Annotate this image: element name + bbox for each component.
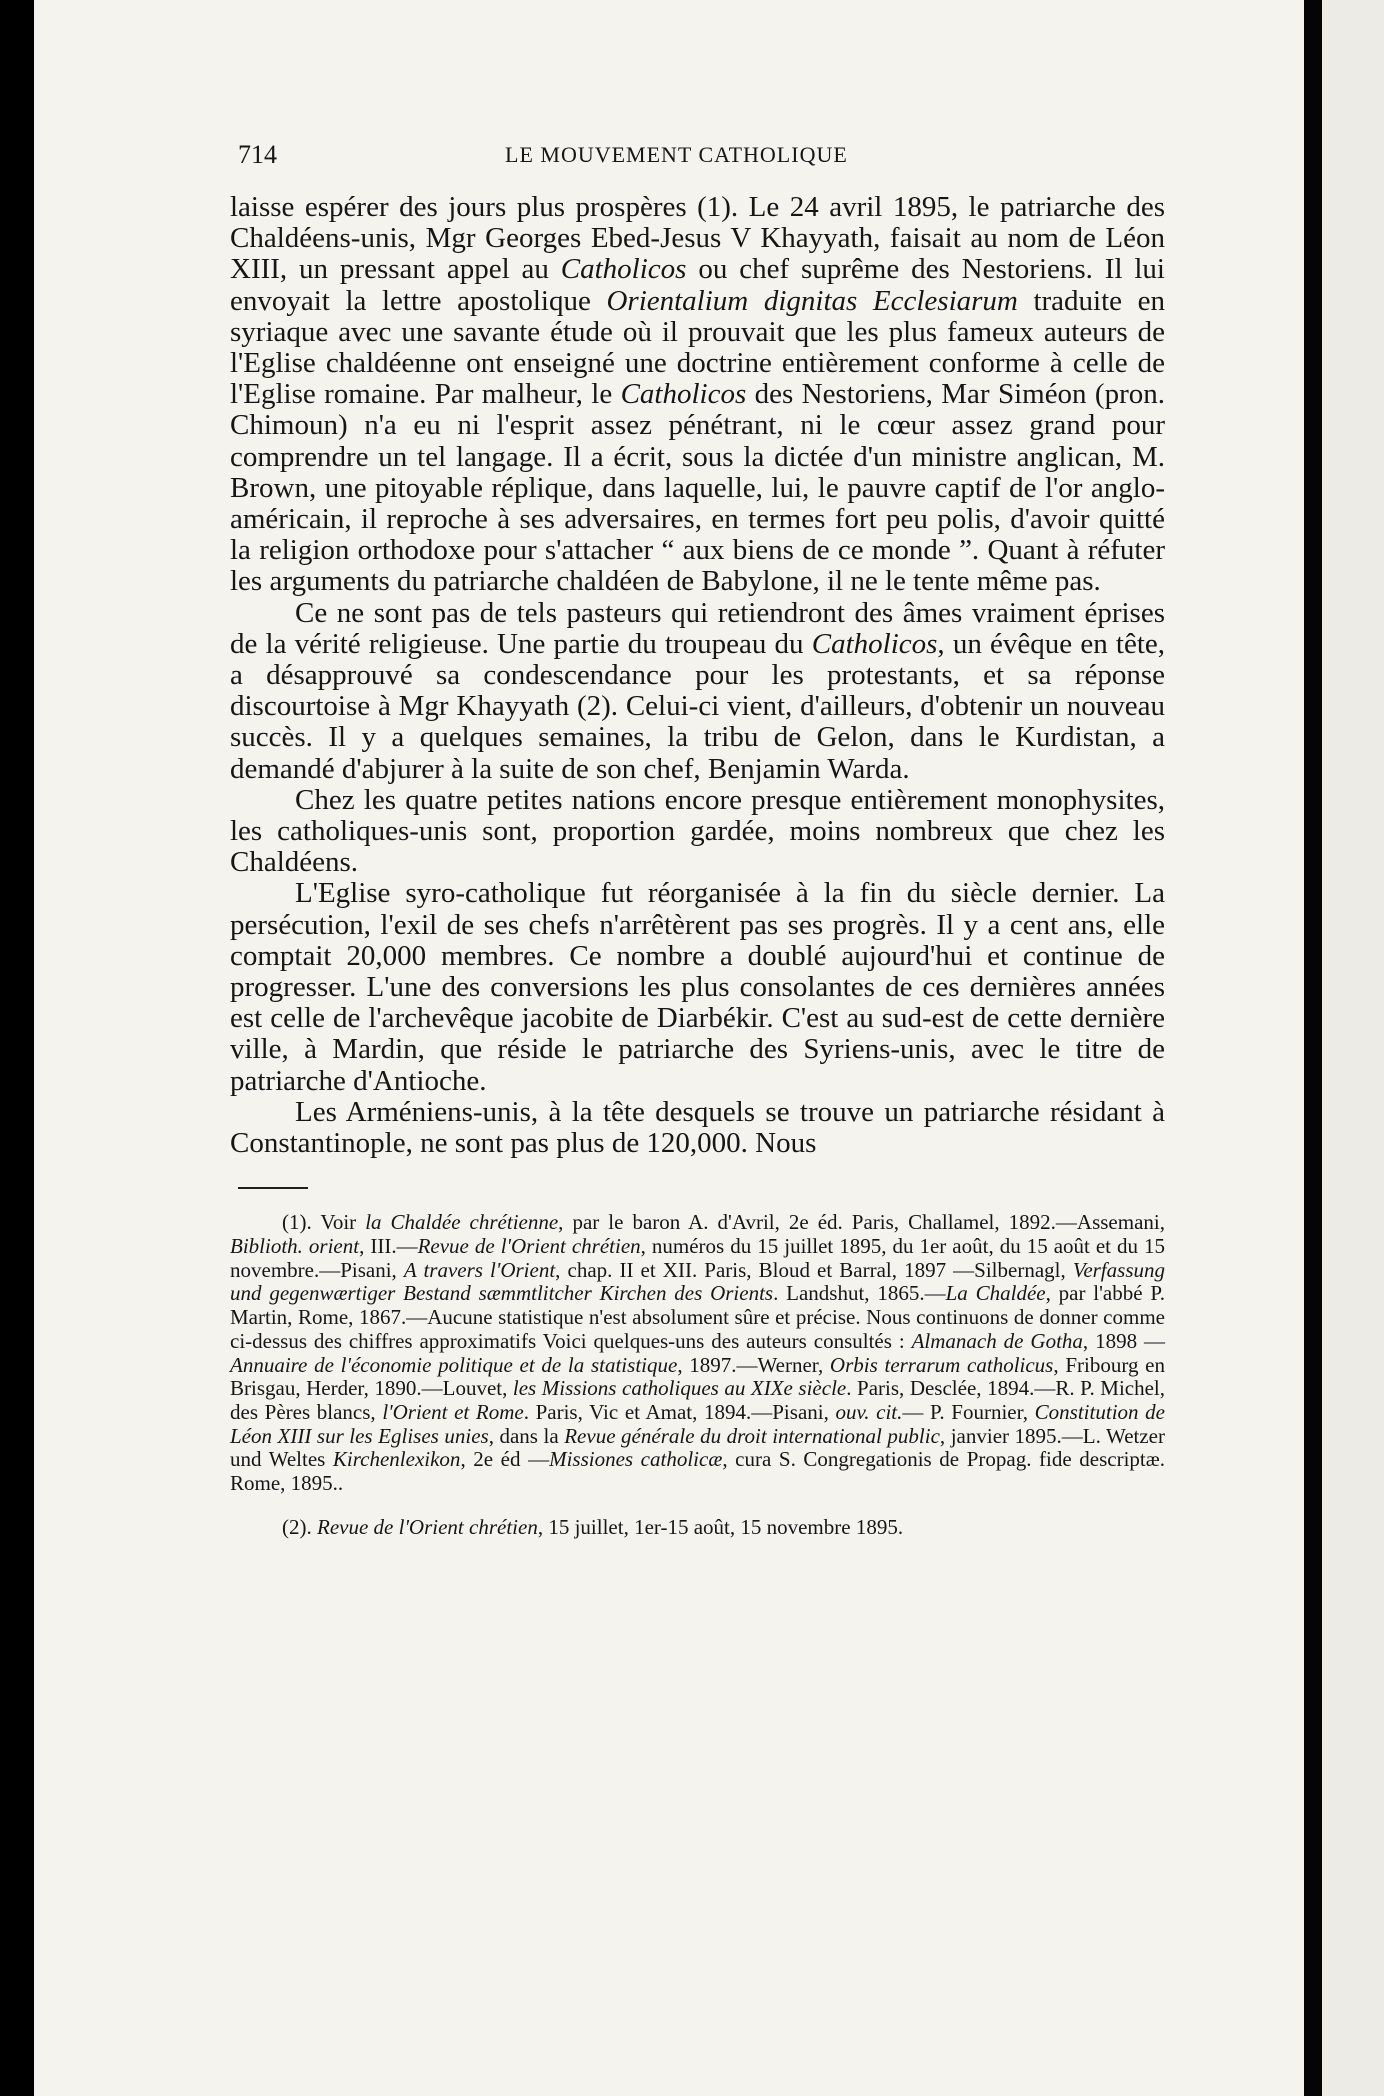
footnote-1-part-11: . Landshut, 1865.— [773,1281,946,1306]
paragraph-1-text-2: ou chef suprême des Nestoriens. Il lui envoyait la lettre apostolique [230,253,1165,317]
paragraph-4 [230,878,1165,1096]
footnote-1-part-24: ouv. cit. [835,1399,903,1424]
footnote-1-part-5: , III.— [359,1234,418,1258]
footnote-2 [230,1516,1165,1540]
paragraph-1 [230,192,1165,598]
paragraph-3 [230,785,1165,879]
footnote-divider [238,1187,308,1189]
footnotes [230,1211,1165,1539]
footnote-1-part-31: , 2e éd — [460,1447,550,1472]
footnote-1-part-32: Missiones catholicæ [549,1447,723,1472]
adjacent-page-strip [1322,0,1384,2096]
page-number: 714 [238,140,277,169]
footnote-1-part-19: , Fribourg en Brisgau, Herder, 1890.—Louvet, [230,1352,1165,1401]
footnote-1-part-10: Verfassung und gegenwærtiger Bestand sæmmtlitcher Kirchen des Orients [230,1257,1165,1306]
paragraph-3-text-1: Chez les quatre petites nations encore presque entièrement monophysites, les catholiques-unis sont, proportion gardée, moins nombreux que chez les Chaldéens. [230,783,1165,879]
footnote-1-part-6: Revue de l'Orient chrétien [417,1234,641,1258]
paragraph-2-text-2: , un évêque en tête, a désapprouvé sa condescendance pour les protestants, et sa réponse discourtoise à Mgr Khayyath (2). Celui-ci vient, d'ailleurs, d'obtenir un nouveau succès. Il y a quelques semaines, la tribu de Gelon, dans le Kurdistan, a demandé d'abjurer à la suite de son chef, Benjamin Warda. [230,627,1166,785]
footnote-1-part-1: (1). Voir [282,1210,366,1235]
footnote-1-part-20: les Missions catholiques au XIXe siècle [512,1376,847,1401]
paragraph-2-italic-1: Catholicos [811,627,938,660]
footnote-1-part-33: , cura S. Congregationis de Propag. fide descriptæ. Rome, 1895.. [230,1447,1166,1496]
paragraph-1-text-1: laisse espérer des jours plus prospères (1). Le 24 avril 1895, le patriarche des Chaldéens-unis, Mgr Georges Ebed-Jesus V Khayyath, faisait au nom de Léon XIII, un pressant appel au [230,191,1165,286]
footnote-1-part-8: A travers l'Orient [403,1257,556,1282]
page-gap [1304,0,1322,2096]
footnote-1-part-28: Revue générale du droit international public [564,1423,940,1448]
footnote-1-part-29: , janvier 1895.—L. Wetzer und Weltes [230,1423,1165,1472]
footnote-1-part-30: Kirchenlexikon [332,1447,461,1472]
footnote-1-part-3: , par le baron A. d'Avril, 2e éd. Paris, Challamel, 1892.—Assemani, [558,1210,1165,1235]
footnote-1-part-21: . Paris, Desclée, 1894.—R. P. Michel, des Pères blancs, [230,1376,1166,1424]
footnote-1-part-12: La Chaldée [945,1281,1046,1306]
paragraph-1-italic-3: Catholicos [620,378,747,411]
footnote-1-part-17: , 1897.—Werner, [677,1352,830,1377]
footnote-1-part-23: . Paris, Vic et Amat, 1894.—Pisani, [523,1399,836,1424]
footnote-2-part-1: (2). [282,1514,317,1539]
footnote-1-part-15: , 1898 — [1082,1328,1165,1353]
footnote-1-part-22: l'Orient et Rome [382,1399,524,1424]
footnote-1-part-14: Almanach de Gotha [911,1328,1083,1353]
footnote-1-part-4: Biblioth. orient [230,1234,360,1258]
paragraph-2 [230,598,1165,785]
footnote-1-part-26: Constitution de Léon XIII sur les Eglises unies [230,1399,1165,1448]
paragraph-4-text-1: L'Eglise syro-catholique fut réorganisée à la fin du siècle dernier. La persécution, l'exil de ses chefs n'arrêtèrent pas ses progrès. Il y a cent ans, elle comptait 20,000 membres. Ce nombre a doublé aujourd'hui et continue de progresser. L'une des conversions les plus consolantes de ces dernières années est celle de l'archevêque jacobite de Diarbékir. C'est au sud-est de cette dernière ville, à Mardin, que réside le patriarche des Syriens-unis, avec le titre de patriarche d'Antioche. [230,877,1165,1097]
page-header [230,138,1165,182]
footnote-1-part-25: — P. Fournier, [902,1399,1035,1424]
footnote-1 [230,1211,1165,1495]
footnote-1-part-2: la Chaldée chrétienne [365,1210,559,1235]
paragraph-1-italic-2: Orientalium dignitas Ecclesiarum [606,284,1018,317]
page-content [230,138,1165,1539]
footnote-1-part-18: Orbis terrarum catholicus [829,1352,1054,1377]
paragraph-1-text-3: traduite en syriaque avec une savante étude où il prouvait que les plus fameux auteurs de l'Eglise chaldéenne ont enseigné une doctrine entièrement conforme à celle de l'Eglise romaine. Par malheur, le [230,284,1166,411]
footnote-1-part-7: , numéros du 15 juillet 1895, du 1er août, du 15 août et du 15 novembre.—Pisani, [230,1234,1166,1282]
footnote-1-part-9: , chap. II et XII. Paris, Bloud et Barral, 1897 —Silbernagl, [555,1257,1073,1282]
paragraph-1-italic-1: Catholicos [560,253,687,286]
footnote-2-part-3: , 15 juillet, 1er-15 août, 15 novembre 1895. [537,1514,904,1539]
main-text [230,192,1165,1159]
footnote-2-part-2: Revue de l'Orient chrétien [317,1514,538,1539]
paragraph-2-text-1: Ce ne sont pas de tels pasteurs qui retiendront des âmes vraiment éprises de la vérité religieuse. Une partie du troupeau du [230,596,1165,660]
paragraph-1-text-4: des Nestoriens, Mar Siméon (pron. Chimoun) n'a eu ni l'esprit assez pénétrant, ni le cœur assez grand pour comprendre un tel langage. Il a écrit, sous la dictée d'un ministre anglican, M. Brown, une pitoyable réplique, dans laquelle, lui, le pauvre captif de l'or anglo-américain, il reproche à ses adversaires, en termes fort peu polis, d'avoir quitté la religion orthodoxe pour s'attacher “ aux biens de ce monde ”. Quant à réfuter les arguments du patriarche chaldéen de Babylone, il ne le tente même pas. [230,378,1165,598]
footnote-1-part-16: Annuaire de l'économie politique et de la statistique [230,1352,678,1377]
paragraph-5 [230,1097,1165,1159]
footnote-1-part-27: , dans la [488,1423,565,1448]
footnote-1-part-13: , par l'abbé P. Martin, Rome, 1867.—Aucune statistique n'est absolument sûre et précise. Nous continuons de donner comme ci-dessus des chiffres approximatifs Voici quelques-uns des auteurs consultés : [230,1281,1165,1353]
paragraph-5-text-1: Les Arméniens-unis, à la tête desquels se trouve un patriarche résidant à Constantinople, ne sont pas plus de 120,000. Nous [230,1095,1165,1160]
running-head: LE MOUVEMENT CATHOLIQUE [505,142,848,167]
